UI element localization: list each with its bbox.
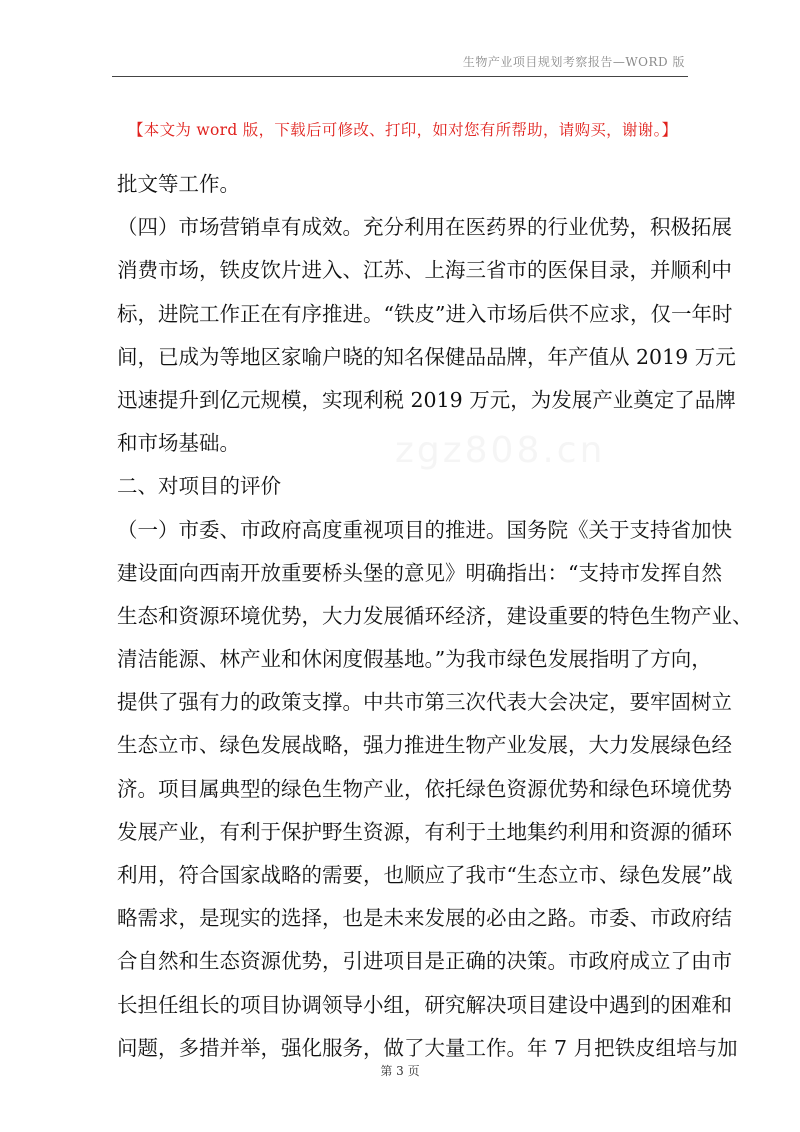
document-body <box>117 163 753 1070</box>
body-line: 建设面向西南开放重要桥头堡的意见》明确指出：“支持市发挥自然 <box>117 560 722 585</box>
body-line: 提供了强有力的政策支撑。中共市第三次代表大会决定，要牢固树立 <box>117 690 732 715</box>
body-line: 问题，多措并举，强化服务，做了大量工作。年 7 月把铁皮组培与加 <box>117 1035 738 1060</box>
page-number: 第 3 页 <box>380 1064 420 1078</box>
body-line: 迅速提升到亿元规模，实现利税 2019 万元，为发展产业奠定了品牌 <box>117 387 736 412</box>
header-divider <box>112 76 688 77</box>
body-line: 批文等工作。 <box>117 172 240 196</box>
body-line: 合自然和生态资源优势，引进项目是正确的决策。市政府成立了由市 <box>117 949 732 974</box>
body-line: （四）市场营销卓有成效。充分利用在医药界的行业优势，积极拓展 <box>117 215 732 240</box>
body-line: 消费市场，铁皮饮片进入、江苏、上海三省市的医保目录，并顺利中 <box>117 258 732 283</box>
body-line: 利用，符合国家战略的需要，也顺应了我市“生态立市、绿色发展”战 <box>117 863 733 887</box>
section-heading: 二、对项目的评价 <box>117 474 281 499</box>
body-line: 生态和资源环境优势，大力发展循环经济，建设重要的特色生物产业、 <box>117 603 753 628</box>
body-line: 间，已成为等地区家喻户晓的知名保健品品牌，年产值从 2019 万元 <box>117 344 736 369</box>
running-header: 生物产业项目规划考察报告—WORD 版 <box>462 55 685 69</box>
download-notice: 【本文为 word 版，下载后可修改、打印，如对您有所帮助，请购买，谢谢。】 <box>128 121 678 139</box>
body-line: 生态立市、绿色发展战略，强力推进生物产业发展，大力发展绿色经 <box>117 733 732 758</box>
watermark: zgz808.cn <box>395 430 606 471</box>
body-line: 和市场基础。 <box>117 431 240 456</box>
body-line: （一）市委、市政府高度重视项目的推进。国务院《关于支持省加快 <box>117 517 732 542</box>
body-line: 略需求，是现实的选择，也是未来发展的必由之路。市委、市政府结 <box>117 906 732 931</box>
body-line: 标，进院工作正在有序推进。“铁皮”进入市场后供不应求，仅一年时 <box>117 301 733 326</box>
body-line: 发展产业，有利于保护野生资源，有利于土地集约利用和资源的循环 <box>117 819 732 844</box>
body-line: 济。项目属典型的绿色生物产业，依托绿色资源优势和绿色环境优势 <box>117 776 732 801</box>
body-line: 清洁能源、林产业和休闲度假基地。”为我市绿色发展指明了方向， <box>117 647 712 672</box>
body-line: 长担任组长的项目协调领导小组，研究解决项目建设中遇到的困难和 <box>117 992 732 1017</box>
